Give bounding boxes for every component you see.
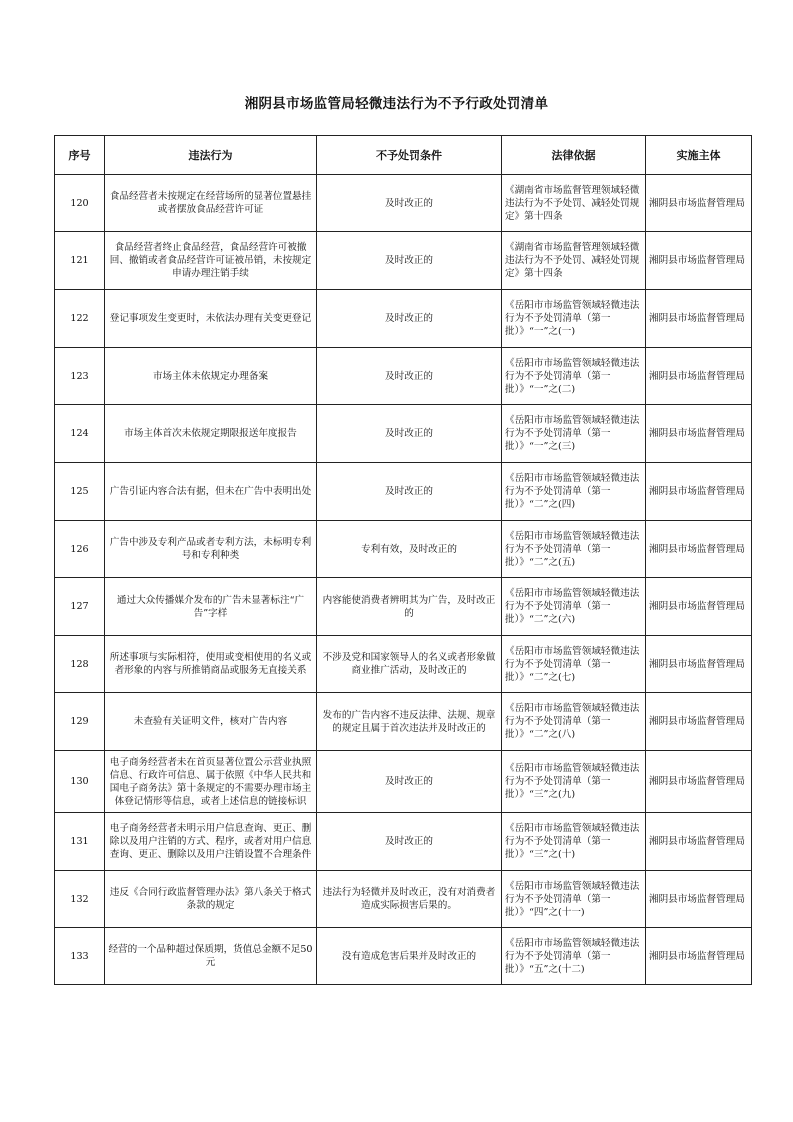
penalty-exemption-table: [54, 135, 752, 985]
violation-cell: 市场主体首次未依规定期限报送年度报告: [105, 405, 317, 463]
legal-basis-cell: 《岳阳市市场监管领域轻微违法行为不予处罚清单（第一批）》“一”之(一): [502, 290, 646, 348]
table-header-row: [55, 136, 752, 175]
condition-cell: 没有造成危害后果并及时改正的: [317, 928, 502, 985]
violation-cell: 电子商务经营者未在首页显著位置公示营业执照信息、行政许可信息、属于依照《中华人民共和国电子商务法》第十条规定的不需要办理市场主体登记情形等信息，或者上述信息的链接标识: [105, 751, 317, 813]
legal-basis-cell: 《岳阳市市场监管领域轻微违法行为不予处罚清单（第一批）》“二”之(七): [502, 636, 646, 693]
table-row: [55, 871, 752, 928]
legal-basis-cell: 《岳阳市市场监管领域轻微违法行为不予处罚清单（第一批）》“一”之(三): [502, 405, 646, 463]
row-number: 122: [55, 290, 105, 348]
table-row: [55, 175, 752, 232]
legal-basis-cell: 《岳阳市市场监管领域轻微违法行为不予处罚清单（第一批）》“一”之(二): [502, 348, 646, 405]
condition-cell: 违法行为轻微并及时改正，没有对消费者造成实际损害后果的。: [317, 871, 502, 928]
condition-cell: 及时改正的: [317, 290, 502, 348]
legal-basis-cell: 《湖南省市场监督管理领域轻微违法行为不予处罚、减轻处罚规定》第十四条: [502, 232, 646, 290]
row-number: 121: [55, 232, 105, 290]
table-row: [55, 751, 752, 813]
row-number: 133: [55, 928, 105, 985]
condition-cell: 内容能使消费者辨明其为广告，及时改正的: [317, 578, 502, 636]
condition-cell: 不涉及党和国家领导人的名义或者形象做商业推广活动，及时改正的: [317, 636, 502, 693]
violation-cell: 电子商务经营者未明示用户信息查询、更正、删除以及用户注销的方式、程序，或者对用户信息查询、更正、删除以及用户注销设置不合理条件: [105, 813, 317, 871]
row-number: 130: [55, 751, 105, 813]
implementing-body-cell: 湘阴县市场监督管理局: [646, 463, 752, 521]
document-title: 湘阴县市场监管局轻微违法行为不予行政处罚清单: [244, 96, 549, 112]
condition-cell: 专利有效，及时改正的: [317, 521, 502, 578]
row-number: 124: [55, 405, 105, 463]
legal-basis-cell: 《岳阳市市场监管领域轻微违法行为不予处罚清单（第一批）》“三”之(十): [502, 813, 646, 871]
row-number: 120: [55, 175, 105, 232]
condition-cell: 及时改正的: [317, 751, 502, 813]
row-number: 131: [55, 813, 105, 871]
condition-cell: 及时改正的: [317, 175, 502, 232]
violation-cell: 食品经营者终止食品经营，食品经营许可被撤回、撤销或者食品经营许可证被吊销，未按规定申请办理注销手续: [105, 232, 317, 290]
row-number: 123: [55, 348, 105, 405]
implementing-body-cell: 湘阴县市场监督管理局: [646, 175, 752, 232]
header-implementing-body: 实施主体: [646, 136, 752, 175]
table-row: [55, 693, 752, 751]
legal-basis-cell: 《岳阳市市场监管领域轻微违法行为不予处罚清单（第一批）》“二”之(五): [502, 521, 646, 578]
condition-cell: 及时改正的: [317, 348, 502, 405]
violation-cell: 广告中涉及专利产品或者专利方法，未标明专利号和专利种类: [105, 521, 317, 578]
header-condition: 不予处罚条件: [317, 136, 502, 175]
table-row: [55, 813, 752, 871]
legal-basis-cell: 《湖南省市场监督管理领域轻微违法行为不予处罚、减轻处罚规定》第十四条: [502, 175, 646, 232]
row-number: 126: [55, 521, 105, 578]
table-row: [55, 636, 752, 693]
table-body: [55, 175, 752, 985]
implementing-body-cell: 湘阴县市场监督管理局: [646, 521, 752, 578]
condition-cell: 及时改正的: [317, 405, 502, 463]
implementing-body-cell: 湘阴县市场监督管理局: [646, 578, 752, 636]
table-row: [55, 928, 752, 985]
implementing-body-cell: 湘阴县市场监督管理局: [646, 813, 752, 871]
table-row: [55, 405, 752, 463]
condition-cell: 及时改正的: [317, 232, 502, 290]
header-violation: 违法行为: [105, 136, 317, 175]
row-number: 132: [55, 871, 105, 928]
implementing-body-cell: 湘阴县市场监督管理局: [646, 636, 752, 693]
violation-cell: 未查验有关证明文件，核对广告内容: [105, 693, 317, 751]
legal-basis-cell: 《岳阳市市场监管领域轻微违法行为不予处罚清单（第一批）》“二”之(四): [502, 463, 646, 521]
implementing-body-cell: 湘阴县市场监督管理局: [646, 348, 752, 405]
condition-cell: 发布的广告内容不违反法律、法规、规章的规定且属于首次违法并及时改正的: [317, 693, 502, 751]
implementing-body-cell: 湘阴县市场监督管理局: [646, 693, 752, 751]
table-row: [55, 578, 752, 636]
condition-cell: 及时改正的: [317, 813, 502, 871]
implementing-body-cell: 湘阴县市场监督管理局: [646, 405, 752, 463]
violation-cell: 登记事项发生变更时，未依法办理有关变更登记: [105, 290, 317, 348]
implementing-body-cell: 湘阴县市场监督管理局: [646, 290, 752, 348]
row-number: 129: [55, 693, 105, 751]
legal-basis-cell: 《岳阳市市场监管领域轻微违法行为不予处罚清单（第一批）》“二”之(六): [502, 578, 646, 636]
violation-cell: 所述事项与实际相符，使用或变相使用的名义或者形象的内容与所推销商品或服务无直接关系: [105, 636, 317, 693]
implementing-body-cell: 湘阴县市场监督管理局: [646, 232, 752, 290]
header-no: 序号: [55, 136, 105, 175]
table-row: [55, 232, 752, 290]
legal-basis-cell: 《岳阳市市场监管领域轻微违法行为不予处罚清单（第一批）》“三”之(九): [502, 751, 646, 813]
implementing-body-cell: 湘阴县市场监督管理局: [646, 871, 752, 928]
table-row: [55, 521, 752, 578]
row-number: 125: [55, 463, 105, 521]
violation-cell: 通过大众传播媒介发布的广告未显著标注“广告”字样: [105, 578, 317, 636]
violation-cell: 食品经营者未按规定在经营场所的显著位置悬挂或者摆放食品经营许可证: [105, 175, 317, 232]
row-number: 127: [55, 578, 105, 636]
table-row: [55, 348, 752, 405]
implementing-body-cell: 湘阴县市场监督管理局: [646, 751, 752, 813]
violation-cell: 广告引证内容合法有据，但未在广告中表明出处: [105, 463, 317, 521]
implementing-body-cell: 湘阴县市场监督管理局: [646, 928, 752, 985]
header-legal-basis: 法律依据: [502, 136, 646, 175]
table-row: [55, 463, 752, 521]
condition-cell: 及时改正的: [317, 463, 502, 521]
legal-basis-cell: 《岳阳市市场监管领域轻微违法行为不予处罚清单（第一批）》“五”之(十二): [502, 928, 646, 985]
violation-cell: 市场主体未依规定办理备案: [105, 348, 317, 405]
legal-basis-cell: 《岳阳市市场监管领域轻微违法行为不予处罚清单（第一批）》“四”之(十一): [502, 871, 646, 928]
table-row: [55, 290, 752, 348]
legal-basis-cell: 《岳阳市市场监管领域轻微违法行为不予处罚清单（第一批）》“二”之(八): [502, 693, 646, 751]
violation-cell: 违反《合同行政监督管理办法》第八条关于格式条款的规定: [105, 871, 317, 928]
row-number: 128: [55, 636, 105, 693]
violation-cell: 经营的一个品种超过保质期，货值总金额不足50元: [105, 928, 317, 985]
